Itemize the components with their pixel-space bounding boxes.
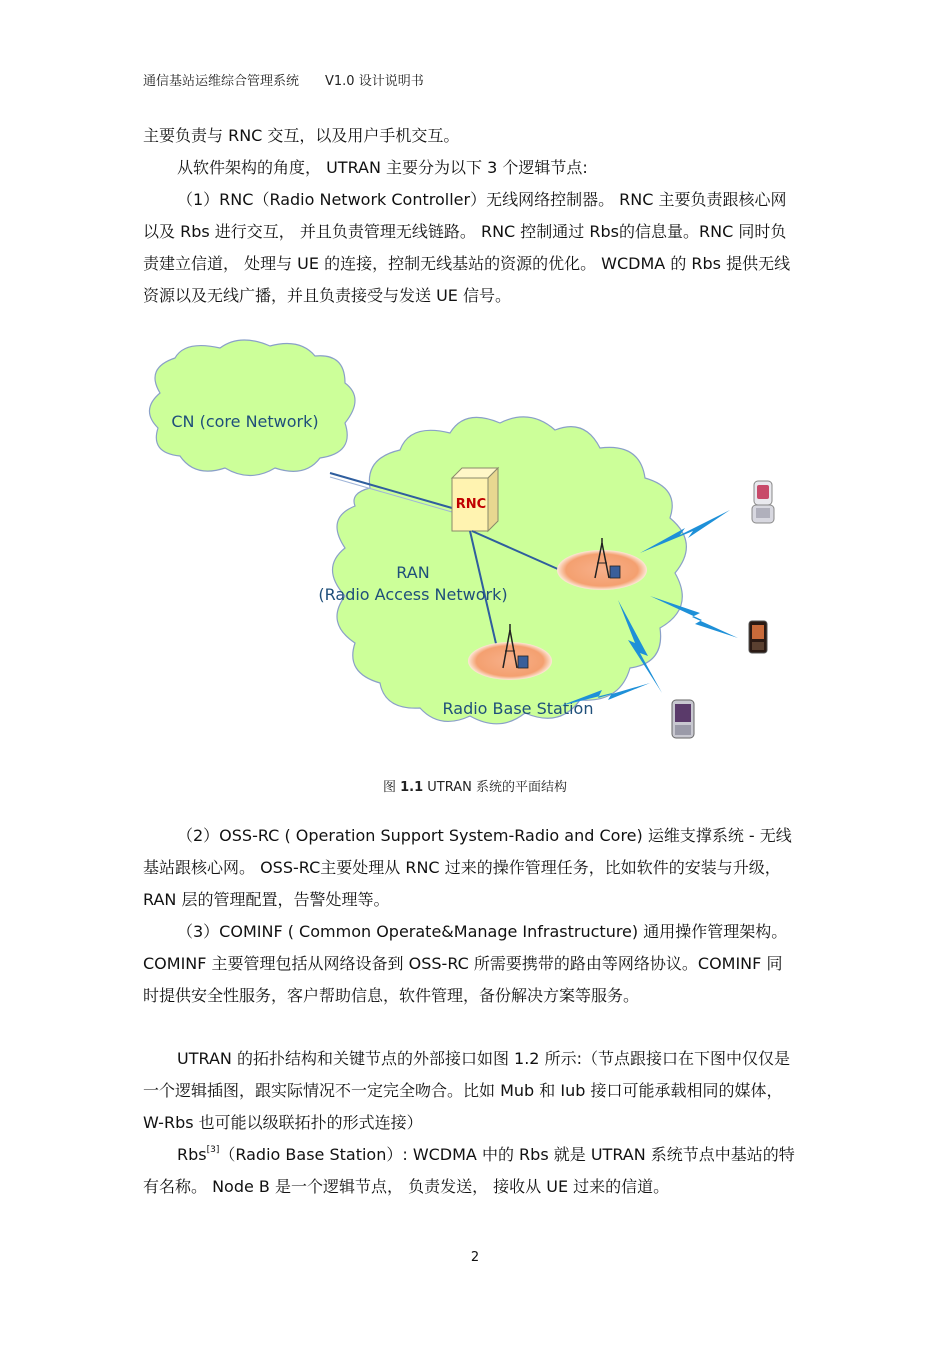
caption-prefix: 图 [382, 780, 396, 795]
page-header [143, 70, 424, 89]
utran-figure [140, 338, 820, 758]
rnc-label: RNC [455, 497, 487, 512]
ran-full-label: (Radio Access Network) [318, 585, 508, 604]
paragraph-5: （3）COMINF ( Common Operate&Manage Infrastructure) 通用操作管理架构。COMINF 主要管理包括从网络设备到 OSS-RC 所需要携带的路由等网络协议。COMINF 同时提供安全性服务，客户帮助信息，软件管理，备份解决方案等服务。 [143, 922, 788, 1005]
cn-label: CN (core Network) [171, 412, 319, 431]
ran-label: RAN [396, 563, 430, 582]
paragraph-2: 从软件架构的角度， UTRAN 主要分为以下 3 个逻辑节点: [177, 158, 588, 177]
paragraph-3: （1）RNC（Radio Network Controller）无线网络控制器。 RNC 主要负责跟核心网以及 Rbs 进行交互， 并且负责管理无线链路。 RNC 控制通过 Rbs的信息量。RNC 同时负责建立信道， 处理与 UE 的连接，控制无线基站的资源的优化。 WCDMA 的 Rbs 提供无线资源以及无线广播，并且负责接受与发送 UE 信号。 [143, 190, 791, 305]
citation-ref: [3] [206, 1145, 220, 1155]
flip-phone-icon [752, 481, 774, 523]
paragraph-1: 主要负责与 RNC 交互，以及用户手机交互。 [143, 126, 460, 145]
paragraph-6: UTRAN 的拓扑结构和关键节点的外部接口如图 1.2 所示:（节点跟接口在下图中仅仅是一个逻辑插图，跟实际情况不一定完全吻合。比如 Mub 和 Iub 接口可能承载相同的媒体， W-Rbs 也可能以级联拓扑的形式连接） [143, 1049, 790, 1132]
rbs-definition: （Radio Base Station）: WCDMA 中的 Rbs 就是 UTRAN 系统节点中基站的特有名称。 Node B 是一个逻辑节点， 负责发送， 接收从 UE 过来的信道。 [143, 1145, 795, 1196]
figure-caption [0, 776, 950, 795]
black-phone-icon [749, 621, 767, 653]
rbs-label: Radio Base Station [442, 699, 594, 718]
smart-phone-icon [672, 700, 694, 738]
paragraph-7 [143, 1139, 798, 1203]
rbs-term: Rbs [177, 1145, 207, 1164]
cn-cloud [149, 340, 355, 476]
paragraph-4: （2）OSS-RC ( Operation Support System-Radio and Core) 运维支撑系统 - 无线基站跟核心网。 OSS-RC主要处理从 RNC 过来的操作管理任务，比如软件的安装与升级， RAN 层的管理配置，告警处理等。 [143, 826, 792, 909]
header-title: 通信基站运维综合管理系统 [143, 74, 300, 89]
caption-text: UTRAN 系统的平面结构 [427, 780, 568, 795]
header-version: V1.0 设计说明书 [325, 74, 424, 89]
page-number: 2 [470, 1250, 480, 1265]
caption-number: 1.1 [400, 780, 424, 795]
